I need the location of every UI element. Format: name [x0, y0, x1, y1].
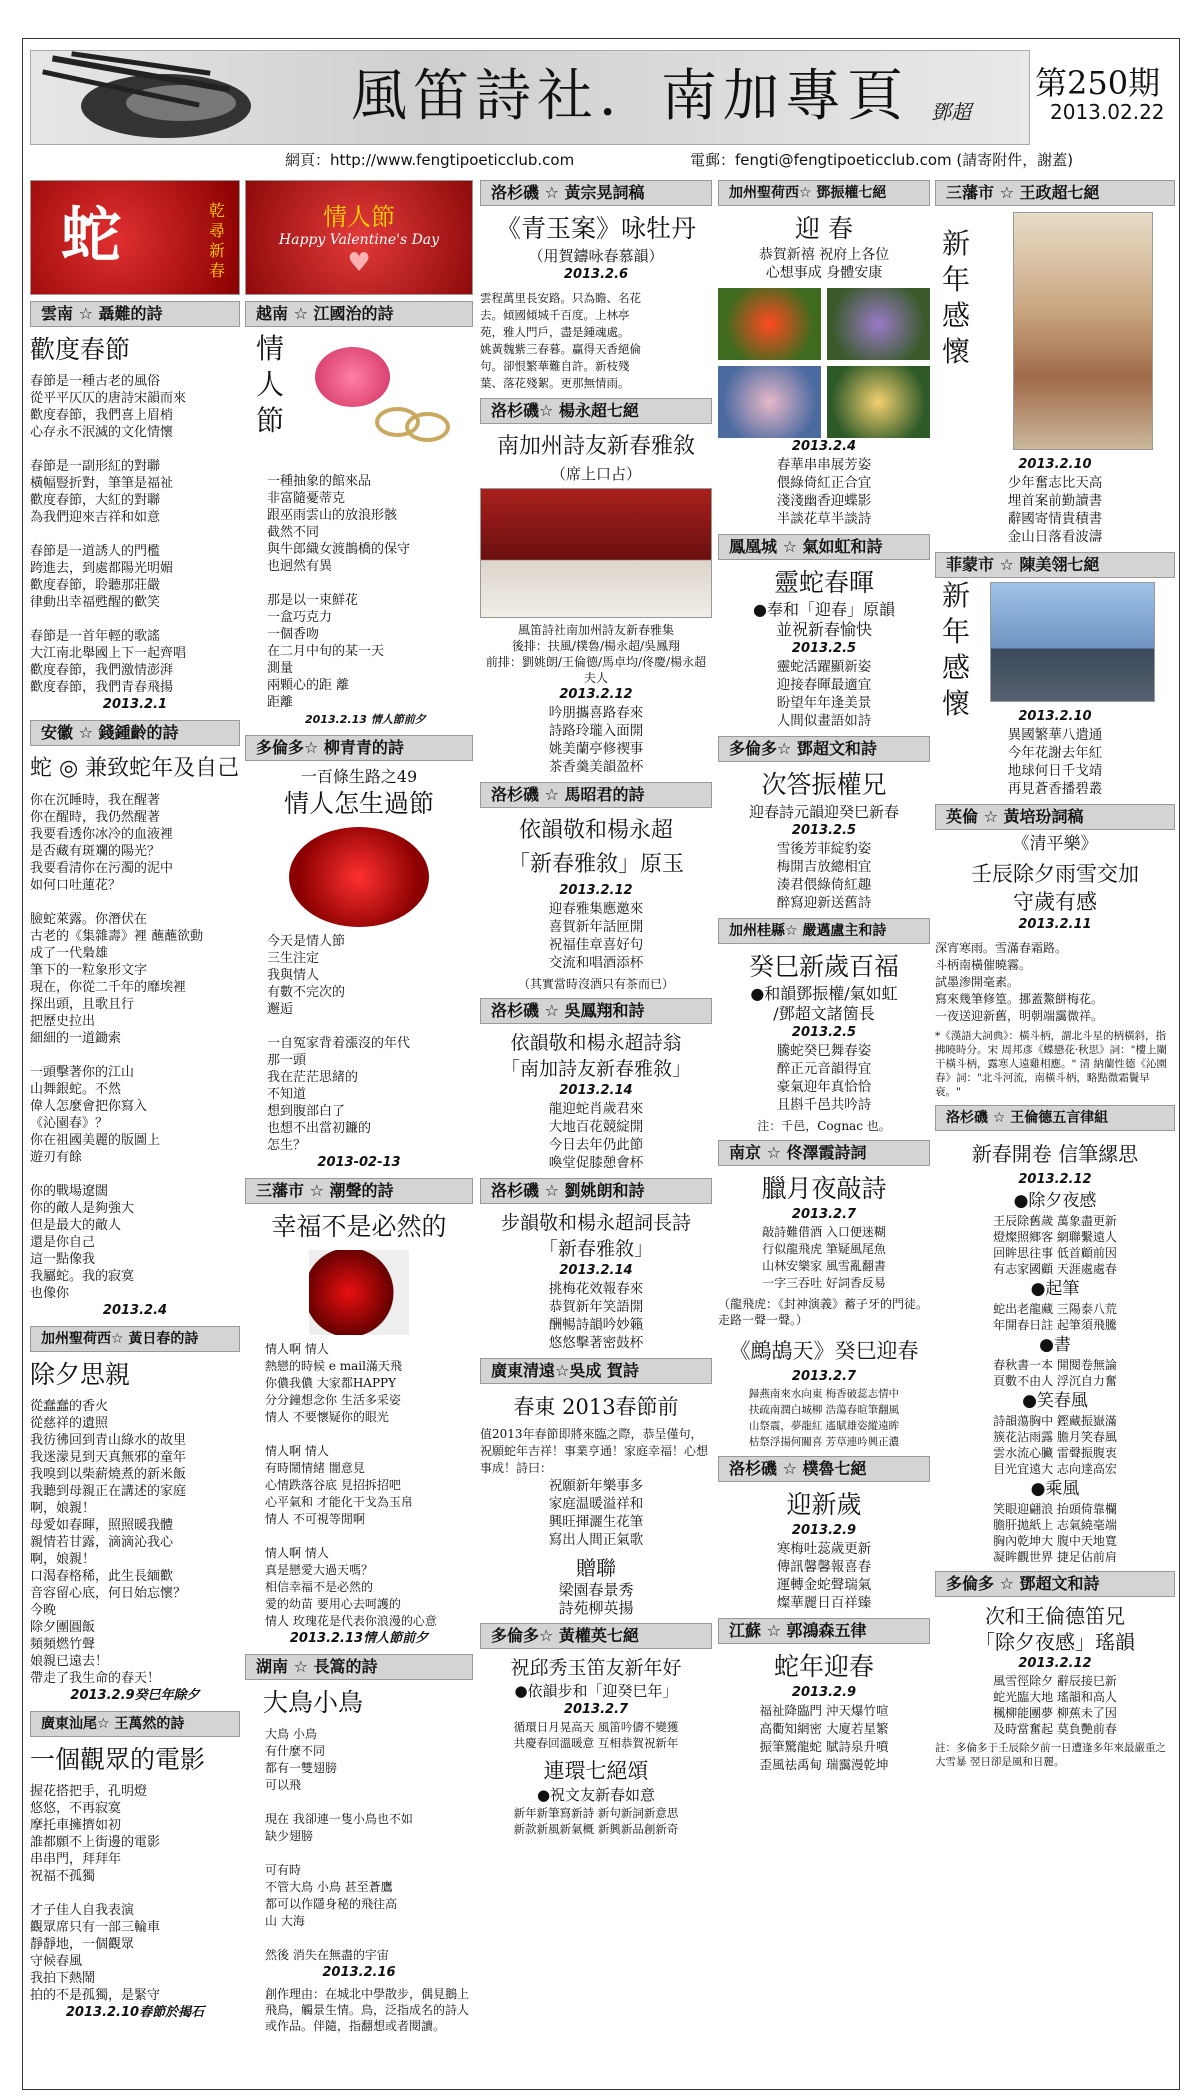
header-yan: 加州桂縣☆ 嚴邁盧主和詩 — [718, 918, 930, 944]
title-liuyao: 步韻敬和楊永超詞長詩 「新春雅敘」 — [500, 1212, 691, 1260]
title-changge: 大鳥小鳥 — [263, 1688, 364, 1717]
title-liu: 情人怎生過節 — [283, 789, 434, 818]
date-huangquan: 2013.2.7 — [563, 1702, 629, 1717]
date-wu: 2013.2.14 — [559, 1083, 633, 1098]
date-yan: 2013.2.5 — [791, 1025, 857, 1040]
date-wangde: 2013.2.12 — [1018, 1172, 1092, 1187]
column-1 — [30, 180, 240, 2085]
poem-dengchao1: 雪後芳菲綻豹姿 梅開吉放總相宜 湊君偎綠倚紅趣 醉寫迎新送舊詩 — [776, 841, 872, 911]
title-chao: 幸福不是必然的 — [271, 1212, 447, 1241]
poem-huangquan: 循環日月晃高天 風笛吟儔不變獲 共慶春回溫暖意 互相恭賀祝新年 — [513, 1720, 679, 1750]
title-guo: 蛇年迎春 — [773, 1652, 874, 1681]
header-deng: 加州聖荷西☆ 鄧振權七絕 — [718, 180, 930, 206]
sub-huangquan: ●依韻步和「迎癸巳年」 — [514, 1682, 678, 1700]
title-ma: 依韻敬和楊永超 「新春雅敘」原玉 — [507, 818, 684, 877]
title-huangquan: 祝邱秀玉笛友新年好 — [510, 1657, 682, 1679]
header-wangde: 洛杉磯 ☆ 王倫德五言律組 — [935, 1105, 1175, 1131]
sub-yan: ●和韻鄧振權/氣如虹 /鄧超文諸箇長 — [750, 984, 898, 1023]
date-nie: 2013.2.1 — [102, 697, 168, 712]
snake-image: 乾尋新春 蛇 — [30, 180, 240, 295]
body-jiang: 一種抽象的館來品 非富隨憂蒂克 跟巫雨雲山的放浪形骸 截然不同 與牛郎織女渡鵲橋的保守 也迥然有異 那是以一束鮮花 一盒巧克力 一個香吻 在二月中旬的某一天 測量 兩顆心的距 離 距離 — [267, 474, 411, 710]
header-qian: 安徽 ☆ 錢鍾齡的詩 — [30, 720, 240, 746]
body-huang: 從蠢蠢的香火 從慈祥的遺照 我彷彿回到青山綠水的故里 我迷濛見到天真無邪的童年 我嗅到以柴薪燒煮的新米飯 我聽到母親正在講述的家庭 啊，娘親！ 母愛如春暉，照照暖我體 親情若甘露，滴滴沁我心 啊，娘親！ 口渴春格稀，此生長緬歡 音容留心底，何日始忘懷？ 今晚 除夕團圓飯 頻頻燃竹聲 娘親已遠去！ 帶走了我生命的春天！ — [30, 1399, 187, 1686]
title2-tong: 《鷓鴣天》癸巳迎春 — [729, 1339, 919, 1363]
issue-date: 2013.02.22 — [1050, 100, 1165, 124]
couplet-title: 贈聯 — [576, 1556, 616, 1580]
website-link[interactable]: 網頁：http://www.fengtipoeticclub.com — [285, 151, 575, 169]
title-huang: 除夕思親 — [30, 1360, 131, 1389]
body-wucheng: 值2013年春節即將來臨之際，恭呈僅句，祝願蛇年吉祥！事業亨通！家庭幸福！心想事成！詩曰： — [480, 1427, 709, 1475]
title-pu: 迎新歲 — [786, 1490, 862, 1519]
poem-wangyouchao: 少年奮志比天高 埋首案前勤讀書 辭國寄情貴積書 金山日落看波濤 — [1007, 475, 1103, 545]
red-roses-image — [309, 1250, 409, 1335]
column-2 — [245, 180, 473, 2085]
header-jiang: 越南 ☆ 江國治的詩 — [245, 301, 473, 327]
hydrangea-image — [827, 288, 930, 360]
caption-yang1: 風笛詩社南加州詩友新春雅集 後排：扶風/樸魯/楊永超/吳鳳翔 前排：劉姚朗/王倫德/馬卓均/佟慶/楊永超夫人 — [485, 623, 707, 685]
header-changge: 湖南 ☆ 長篙的詩 — [245, 1654, 473, 1680]
title-wangyouchao: 新 年 感 懷 — [941, 227, 970, 368]
title-wu: 依韻敬和楊永超詩翁 「南加詩友新春雅敘」 — [500, 1032, 691, 1080]
date-yang1: 2013.2.12 — [559, 687, 633, 702]
b4-wangde: 詩韻蕩胸中 鏗藏振嶽滿 簇花沾雨露 膽月笑春風 雲水流心臟 雷聲振腹衷 目光宜遠大 志向達高宏 — [993, 1414, 1117, 1476]
title-dengchao1: 次答振權兄 — [761, 770, 887, 799]
masthead-signature: 鄧超 — [931, 100, 971, 124]
title-chen: 新 年 感 懷 — [941, 579, 970, 720]
column-4 — [718, 180, 930, 2085]
poem-deng-greeting: 恭賀新禧 祝府上各位 心想事成 身體安康 — [758, 247, 890, 281]
title-nie: 歡度春節 — [30, 335, 131, 364]
header-huangluo: 英倫 ☆ 黃培玢詞稿 — [935, 804, 1175, 830]
email-link[interactable]: 電郵：fengti@fengtipoeticclub.com (請寄附件，謝蓋) — [690, 151, 1074, 169]
sub-dengchao1: 迎春詩元韻迎癸巳新春 — [748, 803, 899, 821]
header-tong: 南京 ☆ 佟澤霞詩詞 — [718, 1140, 930, 1166]
poem-qi: 靈蛇活躍顯新姿 迎接春暉最適宜 盼望年年逢美景 人間似畫語如詩 — [776, 659, 872, 729]
title-qi: 靈蛇春暉 — [773, 568, 874, 597]
sub-lianhuan: ●祝文友新春如意 — [536, 1786, 656, 1804]
date-deng: 2013.2.4 — [791, 439, 857, 454]
body-liu: 今天是情人節 三生注定 我與情人 有數不完次的 邂逅 一自冤家背着漲沒的年代 那一頭 我在茫茫思緒的 不知道 想到腹部白了 也想不出當初鐮的 怎生？ — [267, 934, 411, 1153]
header-guo: 江蘇 ☆ 郭鴻森五律 — [718, 1618, 930, 1644]
header-liuyao: 洛杉磯 ☆ 劉姚朗和詩 — [480, 1178, 712, 1204]
valentine-en: Happy Valentine's Day — [278, 232, 440, 248]
date-huangsong: 2013.2.6 — [563, 267, 629, 282]
flower-photos — [718, 288, 930, 438]
date-huangluo: 2013.2.11 — [1018, 917, 1092, 932]
body2-tong: 歸燕南來水向東 梅香破蕊志情中 扶疏南潤白城柳 浩蕩春暄筆翻風 山祭震，夢龍紅 遙賦雄姿縱遠眸 枯祭浮揚何關喜 芳草連吟興正濃 — [748, 1388, 900, 1448]
header-dengchao1: 多倫多☆ 鄧超文和詩 — [718, 736, 930, 762]
b2-wangde: 蛇出老龍藏 三陽泰八荒 年開春日註 起筆須飛騰 — [993, 1302, 1117, 1332]
date-huang: 2013.2.9癸巳年除夕 — [70, 1688, 200, 1703]
title-yan: 癸巳新歲百福 — [748, 952, 899, 981]
s2-wangde: ●起筆 — [1030, 1279, 1080, 1299]
header-huangquan: 多倫多☆ 黃權英七絕 — [480, 1623, 712, 1649]
skyline-image — [990, 582, 1155, 702]
note-ma: （其實當時沒酒只有茶而已） — [517, 977, 674, 991]
header-huangsong: 洛杉磯 ☆ 黃宗晃詞稿 — [480, 180, 712, 206]
sub-qi: ●奉和「迎春」原韻 並祝新春愉快 — [753, 600, 895, 639]
poem-yan: 騰蛇癸巳舞春姿 醉正元音韻得宜 豪氣迎年真恰恰 且斟千邑共吟詩 — [776, 1043, 872, 1113]
valentine-zh: 情人節 — [323, 203, 395, 231]
b5-wangde: 笑眼迎翩浪 抬頭倚靠欄 膽肝拋紙上 志氣繞毫端 胸內乾坤大 腹中天地寬 凝眸觀世界 捷足佔前肩 — [993, 1502, 1117, 1564]
pagoda-image — [1013, 212, 1153, 450]
note-changge: 創作理由：在城北中學散步，偶見鵝上飛鳥，觸景生情。鳥，泛指成名的詩人或作品。伴隨，指翻想或者閱讀。 — [265, 1987, 470, 2033]
title-tong: 臘月夜敲詩 — [761, 1174, 887, 1203]
b3-wangde: 春秋書一本 開閱卷無論 頁數不由人 浮沉自力奮 — [993, 1358, 1117, 1388]
date-dengchao2: 2013.2.12 — [1018, 1656, 1092, 1671]
header-wangyouchao: 三藩市 ☆ 王政超七絕 — [935, 180, 1175, 206]
header-chao: 三藩市 ☆ 潮聲的詩 — [245, 1178, 473, 1204]
issue-number: 第250期 — [1035, 64, 1161, 102]
header-pu: 洛杉磯 ☆ 樸魯七絕 — [718, 1456, 930, 1482]
title-wangde: 新春開卷 信筆縲思 — [971, 1142, 1139, 1166]
poem-dengchao2: 風雪徑除夕 辭辰接巳新 蛇光臨大地 瑤韻和高人 楓柳能團夢 柳蕉未了因 及時當奮起 莫負艷前春 — [993, 1674, 1117, 1736]
date-qi: 2013.2.5 — [791, 641, 857, 656]
column-5 — [935, 180, 1175, 2085]
roses-image — [289, 827, 429, 927]
header-wucheng: 廣東清遠☆吳成 賀詩 — [480, 1358, 712, 1384]
header-nie: 雲南 ☆ 聶難的詩 — [30, 301, 240, 327]
date-wang: 2013.2.10春節於揭石 — [65, 2005, 205, 2020]
valentine-image — [245, 180, 473, 295]
poem-pu: 寒梅吐蕊歲更新 傳訊馨馨報喜春 運轉金蛇聲瑞氣 燦華麗日百祥臻 — [776, 1541, 872, 1611]
date-guo: 2013.2.9 — [791, 1685, 857, 1700]
heart-icon: ♥ — [347, 248, 371, 278]
body-qian: 你在沉睡時，我在醒著 你在醒時，我仍然醒著 我要看透你冰冷的血液裡 是否藏有斑斕的陽光？ 我要看清你在污濁的泥中 如何口吐蓮花？ 臉蛇萊露。你潛伏在 古老的《集雜壽》裡 蘸蘸欲動 成了一代梟雄 筆下的一粒象形文字 現在，你從二千年的靡埃裡 探出頭，且歌且行 把歷史拉出 細細的一道鋤索 一頭擊著你的江山 山舞銀蛇。不然 偉人怎麼會把你寫入 《沁園春》？ 你在祖國美麗的版圖上 遊刃有餘 你的戰場遼闊 你的敵人是夠強大 但是最大的敵人 還是你自己 這一點像我 我屬蛇。我的寂寞 也像你 — [30, 793, 204, 1301]
title-dengchao2: 次和王倫德笛兄 「除夕夜感」瑤韻 — [975, 1604, 1135, 1654]
date-tong: 2013.2.7 — [791, 1207, 857, 1222]
couplet-wucheng: 梁園春景秀 詩苑柳英揚 — [558, 1581, 634, 1617]
title-qian: 蛇 ◎ 兼致蛇年及自己 — [30, 756, 240, 781]
date-ma: 2013.2.12 — [559, 883, 633, 898]
s5-wangde: ●乘風 — [1030, 1479, 1080, 1499]
date-qian: 2013.2.4 — [102, 1303, 168, 1318]
poem-tong: 敲詩難借酒 入口便迷糊 行似龍飛虎 筆疑風尾魚 山林安樂家 風雪亂翻書 一字三吞吐 好詞香反易 — [762, 1225, 886, 1290]
date-dengchao1: 2013.2.5 — [791, 823, 857, 838]
body-nie: 春節是一種古老的風俗 從平平仄仄的唐詩宋韻而來 歡度春節，我們喜上眉梢 心存永不泯滅的文化情懷 春節是一副形紅的對聯 橫幅豎折對，筆筆是福祉 歡度春節，大紅的對聯 為我們迎來吉祥和如意 春節是一道誘人的門檻 跨進去，到處都陽光明媚 歡度春節，聆聽那莊嚴 律動出幸福甦醒的歡笑 春節是一首年輕的歌謠 大江南北舉國上下一起齊唱 歡度春節，我們激情澎湃 歡度春節，我們青春飛揚 — [30, 374, 187, 695]
title-huangluo: 《清平樂》 — [1012, 834, 1098, 854]
poem-wucheng: 祝願新年樂事多 家庭温暖溢祥和 興旺揮灑生花筆 寫出人間正氣歌 — [548, 1478, 644, 1548]
header-yang1: 洛杉磯☆ 楊永超七絕 — [480, 398, 712, 424]
snake-image-text: 乾尋新春 — [209, 201, 226, 280]
header-wang: 廣東汕尾☆ 王萬然的詩 — [30, 1711, 240, 1737]
bagpipe-icon — [31, 51, 271, 146]
rose-rings-image — [305, 337, 455, 457]
poem-lianhuan: 新年新筆寫新詩 新句新詞新意思 新款新風新氣概 新興新品創新奇 — [513, 1806, 679, 1836]
note-huangluo: *《漢語大詞典》：橫斗柄，謂北斗星的柄橫斜，指拂曉時分。宋 周邦彥《蝶戀花·秋思》詞："樓上闌干橫斗柄，露寒人遠雞相應。" 清 納蘭性德《沁園春》詞："北斗河流，南橫斗柄，略點微霜鬢早衰。" — [935, 1030, 1168, 1098]
s3-wangde: ●書 — [1039, 1335, 1071, 1355]
body-wang: 握花搭把手，孔明燈 悠悠，不再寂寞 摩托車擁擠如初 誰都願不上街邊的電影 串串門，拜拜年 祝福不孤獨 才子佳人自我表演 觀眾席只有一部三輪車 靜靜地，一個觀眾 守候春風 我拍下熱鬧 拍的不是孤獨，是緊守 — [30, 1784, 161, 2003]
header-qi: 鳳凰城 ☆ 氣如虹和詩 — [718, 534, 930, 560]
title-wang: 一個觀眾的電影 — [30, 1745, 206, 1774]
date2-tong: 2013.2.7 — [791, 1369, 857, 1384]
poem-deng: 春華串串展芳姿 偎綠倚紅正合宜 淺淺幽香迎蝶影 半談花草半談詩 — [776, 457, 872, 527]
note-yan: 注：千邑，Cognac 也。 — [757, 1119, 891, 1133]
header-ma: 洛杉磯 ☆ 馬昭君的詩 — [480, 782, 712, 808]
body-changge: 大鳥 小鳥 有什麼不同 都有一雙翅膀 可以飛 現在 我卻連一隻小鳥也不如 缺少翅膀 可有時 不管大鳥 小鳥 甚至蒼鷹 都可以作隱身秘的飛往高 山 大海 然後 消失在無盡的宇宙 — [265, 1727, 413, 1962]
poem-liuyao: 挑梅花效報春來 恭賀新年笑語開 酬暢詩韻吟妙籟 悠悠擊著密鼓杯 — [548, 1281, 644, 1351]
s4-wangde: ●笑春風 — [1022, 1391, 1088, 1411]
title2-huangluo: 壬辰除夕雨雪交加 守歲有感 — [971, 862, 1139, 914]
title-deng: 迎 春 — [795, 214, 853, 243]
group-photo — [480, 488, 712, 618]
note-dengchao2: 註：多倫多于壬辰除夕前一日遭逢多年來最嚴重之大雪暴 翌日卻是風和日麗。 — [935, 1742, 1166, 1768]
header-dengchao2: 多倫多 ☆ 鄧超文和詩 — [935, 1571, 1175, 1597]
red-flower-image — [718, 288, 821, 360]
header-wu: 洛杉磯 ☆ 吳鳳翔和詩 — [480, 998, 712, 1024]
column-3 — [480, 180, 712, 2085]
date-changge: 2013.2.16 — [322, 1965, 396, 1980]
masthead-title: 風笛詩社．南加專頁 — [351, 64, 909, 129]
s1-wangde: ●除夕夜感 — [1013, 1191, 1097, 1211]
body-chao: 情人啊 情人 熱戀的時候 e mail滿天飛 你儂我儂 大家都HAPPY 分分鐘想念你 生活多采姿 情人 不要懷疑你的眼光 情人啊 情人 有時鬧情緒 闇意見 心情跌落谷底 見招拆招吧 心平氣和 才能化干戈為玉帛 情人 不可視等閒啊 情人啊 情人 真是戀愛大過天嗎？ 相信幸福不是必然的 愛的幼苗 要用心去呵護的 情人 玫瑰花是代表你浪漫的心意 — [265, 1342, 437, 1628]
sub-yang1: （席上口占） — [550, 465, 641, 483]
body-huangluo: 深宵寒雨。雪滿春霜路。 斗柄南橫催曉霧。 試墨渗開毫素。 寫來幾筆修篁。挪蓋鰲餅梅花。 一夜送迎新舊，明朝端靄微祥。 — [935, 941, 1104, 1023]
header-chen: 菲蒙市 ☆ 陳美翎七絕 — [935, 552, 1175, 578]
date-chao: 2013.2.13情人節前夕 — [289, 1631, 429, 1646]
garden-image — [827, 366, 930, 438]
date-jiang: 2013.2.13 情人節前夕 — [305, 713, 426, 726]
lead-liu: 一百條生路之49 — [300, 767, 418, 786]
date-liu: 2013-02-13 — [317, 1155, 401, 1170]
date-chen: 2013.2.10 — [1018, 709, 1092, 724]
poem-wu: 龍迎蛇肖歲君來 大地百花競綻開 今日去年仍此節 喚堂促膝憩會杯 — [548, 1101, 644, 1171]
title-jiang: 情 人 節 — [255, 332, 284, 437]
date-pu: 2013.2.9 — [791, 1523, 857, 1538]
b1-wangde: 王辰除舊歲 萬象盡更新 燈燦照鄉客 網聯繫遠人 回眸思往事 低首顧前因 有志家國顧 天涯處處春 — [993, 1214, 1117, 1276]
body-huangsong: 雲程萬里長安路。只為瞻、名花 去。傾國傾城千百度。上林亭 苑，雅人門戶，盡是鍾魂處。 姚黃魏紫三春暮。贏得天香絕倫 句。卻恨繁華難自許。新枝殘 葉、落花殘絮。更那無情雨。 — [480, 291, 641, 390]
poem-ma: 迎春雅集應邀來 喜賀新年話匣開 祝福佳章喜好句 交流和唱酒添杯 — [548, 901, 644, 971]
title-yang1: 南加州詩友新春雅敘 — [496, 434, 695, 459]
magnolia-image — [718, 366, 821, 438]
poem-chen: 異國繁華八遣通 今年花謝去年紅 地球何日千戈靖 再見蒼香播碧叢 — [1007, 727, 1103, 797]
note-tong: （龍飛虎：《封神演義》蓄子牙的門徒。走路一聲一聲。） — [718, 1297, 929, 1327]
date-liuyao: 2013.2.14 — [559, 1263, 633, 1278]
header-liu: 多倫多☆ 柳青青的詩 — [245, 735, 473, 761]
sub-huangsong: （用賀鑄咏春慕韻） — [528, 247, 664, 265]
title-lianhuan: 連環七絕頌 — [543, 1759, 649, 1783]
title-wucheng: 春東 2013春節前 — [513, 1395, 679, 1419]
poem-guo: 福祉降臨門 沖天爆竹喧 高衢知網密 大廈若星繁 振筆驚龍蛇 賦詩泉升噴 歪風祛禹甸 瑞靄漫乾坤 — [759, 1703, 889, 1772]
masthead-banner — [30, 50, 1030, 145]
date-wangyouchao: 2013.2.10 — [1018, 457, 1092, 472]
poem-yang1: 吟朋攜喜路春來 詩路玲瓏入面開 姚美蘭亭修禊事 茶香羹美韻盈杯 — [548, 705, 644, 775]
title-huangsong: 《青玉案》咏牡丹 — [495, 214, 696, 243]
header-huang: 加州聖荷西☆ 黃日春的詩 — [30, 1326, 240, 1352]
